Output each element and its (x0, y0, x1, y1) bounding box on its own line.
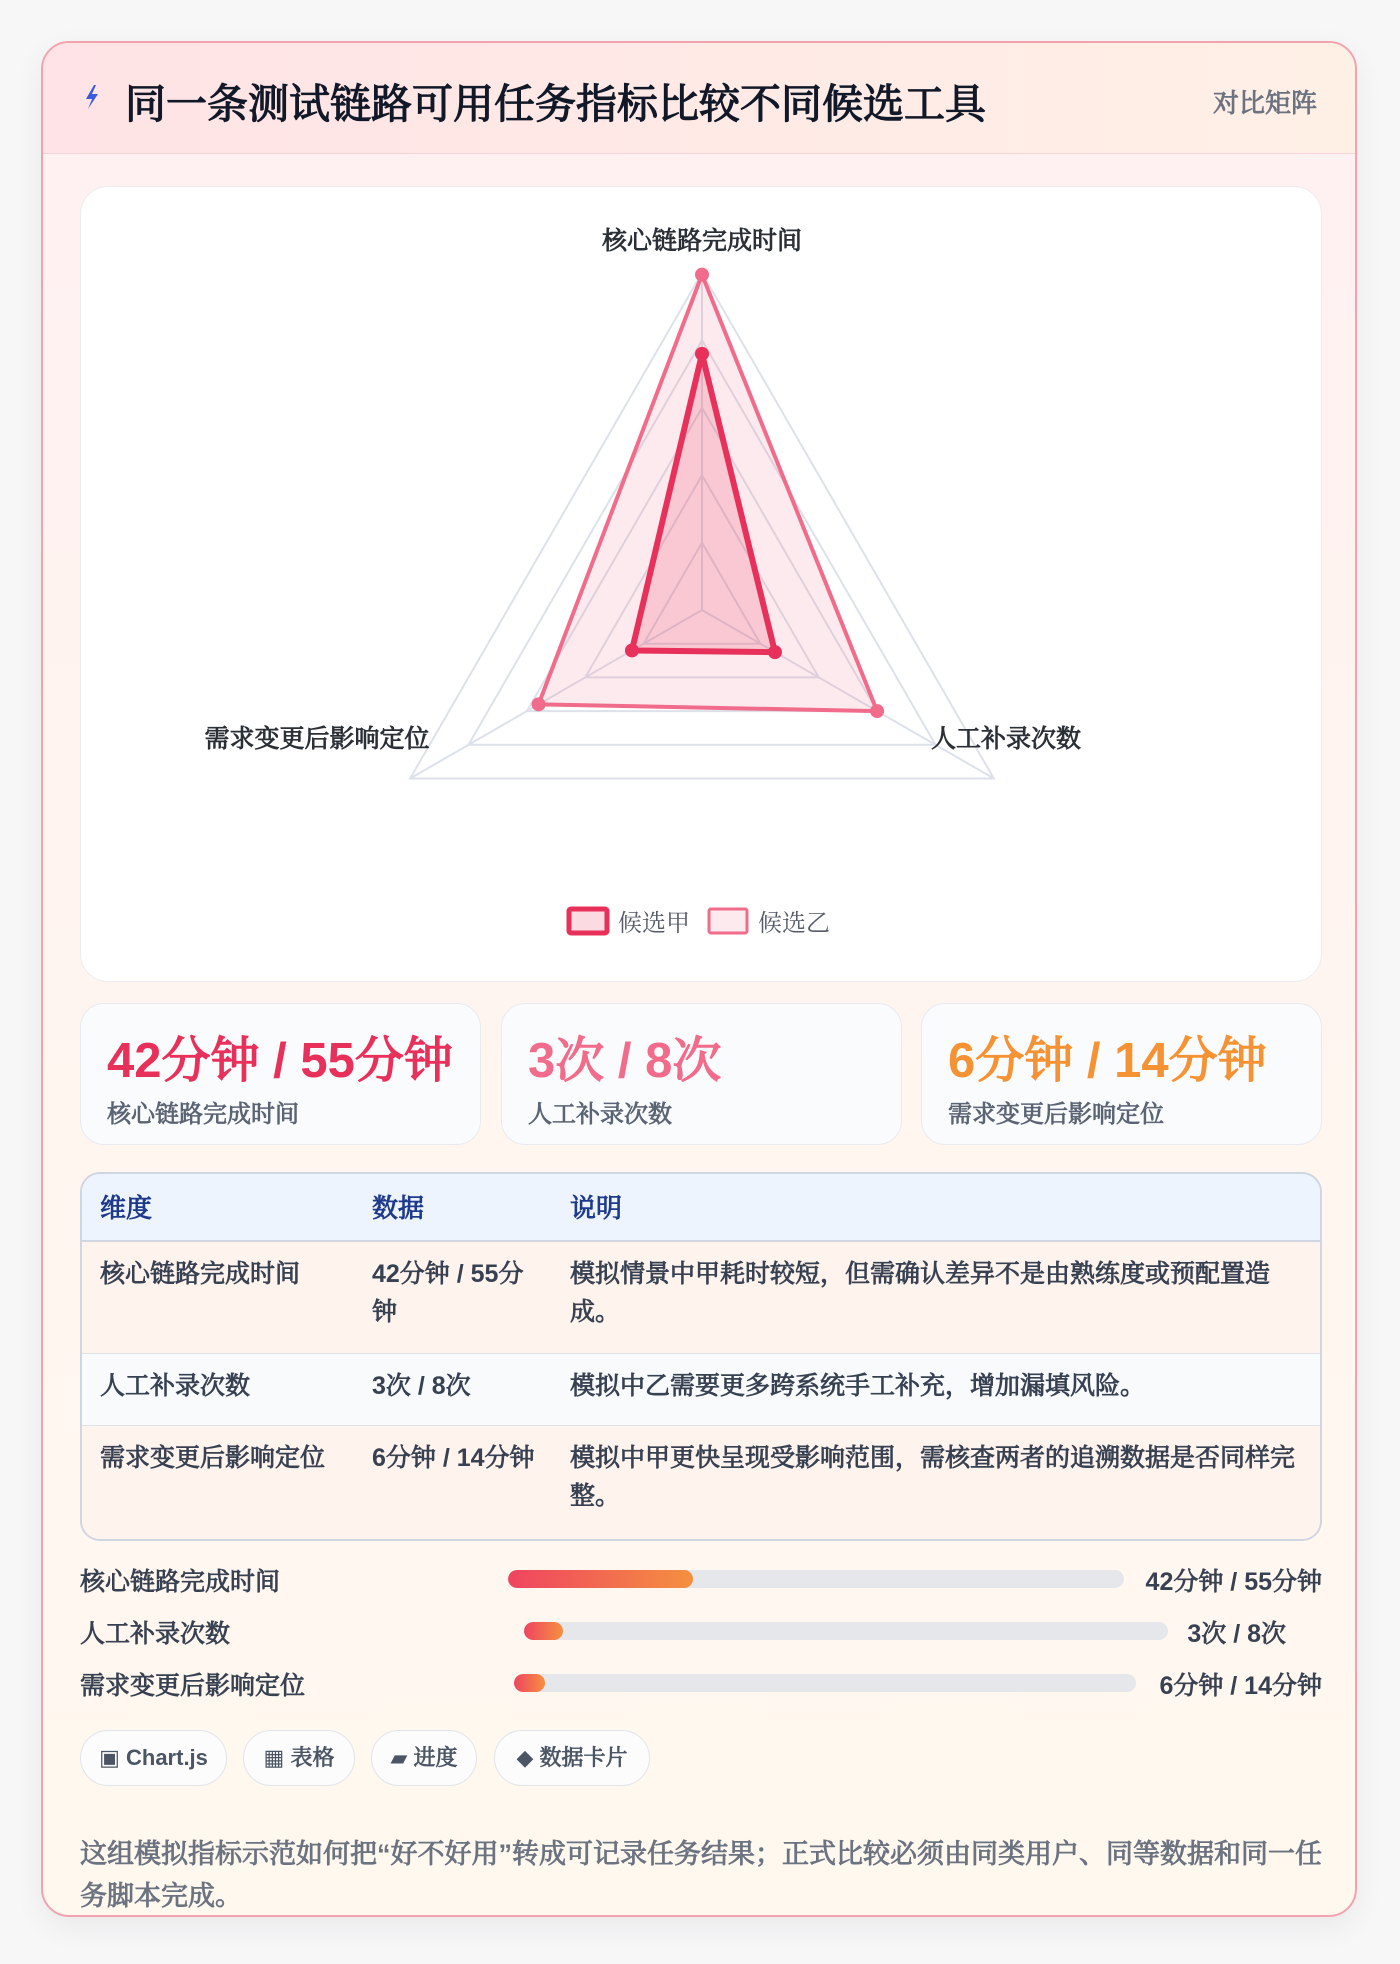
comparison-card (41, 41, 1357, 1917)
legend-label: 候选乙 (758, 910, 830, 937)
progress-label: 人工补录次数 (80, 1620, 231, 1648)
radar-series (532, 268, 885, 718)
data-point (870, 704, 884, 718)
column-header: 维度 (100, 1193, 153, 1223)
stat-card-manual (501, 1003, 902, 1145)
progress-label: 需求变更后影响定位 (80, 1672, 306, 1700)
stat-value: 3次 / 8次 (528, 1034, 722, 1088)
legend-label: 候选甲 (618, 910, 690, 937)
chip-chartjs[interactable]: ▣ Chart.js (80, 1730, 227, 1786)
progress-value: 42分钟 / 55分钟 (1145, 1568, 1322, 1596)
progress-track (514, 1674, 1136, 1692)
progress-row-time (80, 1558, 1322, 1598)
stat-card-time (80, 1003, 481, 1145)
stat-label: 需求变更后影响定位 (948, 1101, 1164, 1128)
table-cell: 模拟中甲更快呈现受影响范围，需核查两者的追溯数据是否同样完整。 (570, 1444, 1296, 1510)
footnote: 这组模拟指标示范如何把“好不好用”转成可记录任务结果；正式比较必须由同类用户、同等数据和同一任务脚本完成。 (80, 1839, 1322, 1911)
chip-progress[interactable]: ▰ 进度 (371, 1730, 477, 1786)
header-tag: 对比矩阵 (1212, 88, 1317, 118)
table-cell: 需求变更后影响定位 (100, 1444, 326, 1472)
progress-value: 3次 / 8次 (1187, 1620, 1286, 1648)
stat-value: 42分钟 / 55分钟 (107, 1034, 453, 1088)
column-header: 说明 (570, 1193, 623, 1223)
chip-table[interactable]: ▦ 表格 (243, 1730, 355, 1786)
table-row (82, 1354, 1320, 1426)
radar-chart (81, 187, 1323, 983)
data-point (695, 347, 709, 361)
progress-row-impact (80, 1662, 1322, 1702)
table-header (82, 1174, 1320, 1242)
progress-value: 6分钟 / 14分钟 (1159, 1672, 1322, 1700)
stat-label: 人工补录次数 (528, 1101, 672, 1128)
radar-chart-panel (80, 186, 1322, 982)
table-cell: 模拟中乙需要更多跨系统手工补充，增加漏填风险。 (570, 1372, 1146, 1400)
axis-label: 需求变更后影响定位 (204, 725, 430, 753)
progress-label: 核心链路完成时间 (80, 1568, 281, 1596)
table-cell: 6分钟 / 14分钟 (372, 1444, 535, 1472)
progress-track (524, 1622, 1168, 1640)
table-cell: 核心链路完成时间 (100, 1260, 301, 1288)
page-title: 同一条测试链路可用任务指标比较不同候选工具 (125, 81, 986, 127)
stat-card-impact (921, 1003, 1322, 1145)
stat-label: 核心链路完成时间 (107, 1101, 299, 1128)
table-cell: 3次 / 8次 (372, 1372, 471, 1400)
legend-swatch (569, 909, 607, 933)
table-cell: 人工补录次数 (100, 1372, 251, 1400)
progress-row-manual (80, 1610, 1322, 1650)
chip-data-card[interactable]: ◆ 数据卡片 (494, 1730, 650, 1786)
table-row (82, 1242, 1320, 1354)
stat-value: 6分钟 / 14分钟 (948, 1034, 1267, 1088)
data-point (625, 643, 639, 657)
column-header: 数据 (372, 1193, 425, 1223)
progress-fill (514, 1674, 545, 1692)
data-point (532, 697, 546, 711)
progress-fill (508, 1570, 693, 1588)
table-cell: 模拟情景中甲耗时较短，但需确认差异不是由熟练度或预配置造成。 (570, 1260, 1271, 1326)
axis-label: 人工补录次数 (930, 725, 1081, 753)
data-point (768, 645, 782, 659)
table-row (82, 1426, 1320, 1541)
card-header (43, 43, 1355, 154)
table-cell: 42分钟 / 55分钟 (372, 1260, 524, 1326)
progress-track (508, 1570, 1124, 1588)
comparison-table (80, 1172, 1322, 1541)
chart-legend (569, 909, 830, 937)
legend-swatch (709, 909, 747, 933)
data-point (695, 268, 709, 282)
progress-fill (524, 1622, 563, 1640)
axis-label: 核心链路完成时间 (601, 227, 803, 255)
lightning-icon (79, 75, 105, 119)
